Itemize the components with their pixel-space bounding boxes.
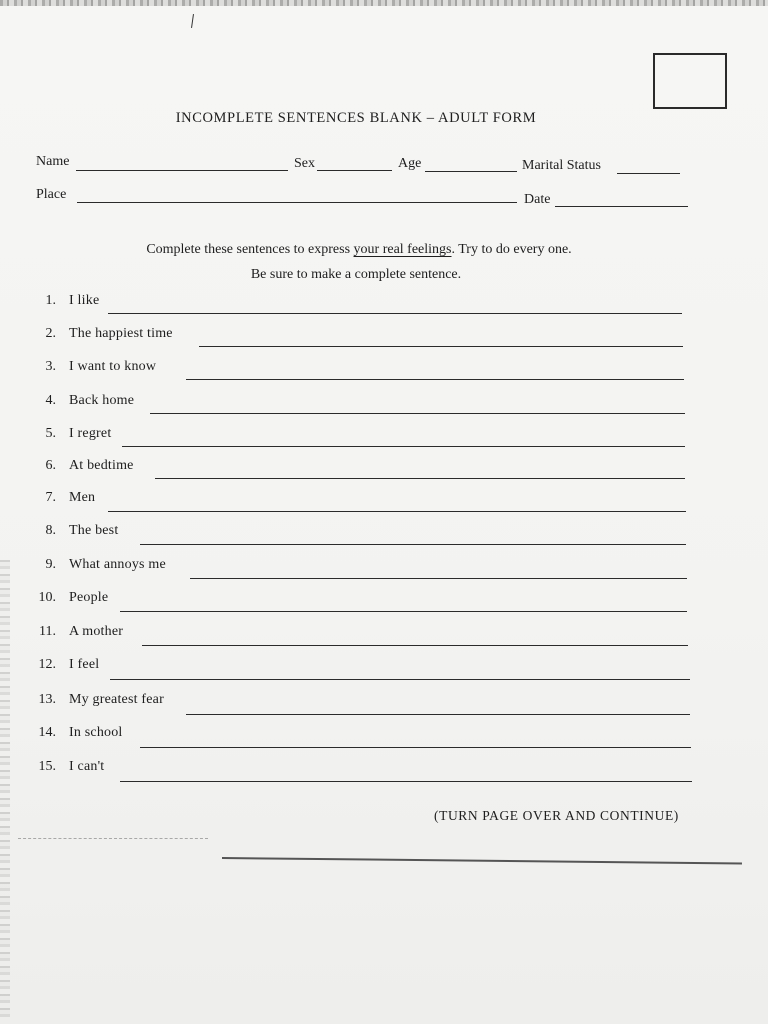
item-stem: I feel xyxy=(69,657,100,672)
instructions-text-a: Complete these sentences to express xyxy=(146,242,354,257)
answer-line[interactable] xyxy=(120,611,687,612)
form-title: INCOMPLETE SENTENCES BLANK – ADULT FORM xyxy=(175,110,537,126)
item-number: 13. xyxy=(38,692,56,707)
sentence-item xyxy=(0,759,768,785)
item-number: 3. xyxy=(45,359,56,374)
sentence-item xyxy=(0,523,768,549)
item-stem: The happiest time xyxy=(69,326,173,341)
item-number: 2. xyxy=(45,326,56,341)
item-number: 14. xyxy=(38,725,56,740)
item-number: 12. xyxy=(38,657,56,672)
item-number: 5. xyxy=(45,426,56,441)
date-field[interactable] xyxy=(555,206,688,207)
item-number: 11. xyxy=(39,624,56,639)
sentence-item xyxy=(0,624,768,650)
sentence-item xyxy=(0,393,768,419)
sentence-item xyxy=(0,326,768,352)
answer-line[interactable] xyxy=(186,379,684,380)
answer-line[interactable] xyxy=(140,747,691,748)
sentence-item xyxy=(0,590,768,616)
sentence-item xyxy=(0,490,768,516)
marital-status-field[interactable] xyxy=(617,173,680,174)
score-box[interactable] xyxy=(653,53,727,109)
item-stem: I regret xyxy=(69,426,112,441)
sentence-item xyxy=(0,458,768,484)
sentence-item xyxy=(0,293,768,319)
answer-line[interactable] xyxy=(199,346,683,347)
item-number: 4. xyxy=(45,393,56,408)
answer-line[interactable] xyxy=(150,413,685,414)
sex-label: Sex xyxy=(294,156,315,171)
item-number: 7. xyxy=(45,490,56,505)
answer-line[interactable] xyxy=(142,645,688,646)
instructions-emphasis: your real feelings xyxy=(353,242,452,257)
marital-status-label: Marital Status xyxy=(522,158,601,173)
answer-line[interactable] xyxy=(110,679,690,680)
sentence-item xyxy=(0,426,768,452)
item-stem: The best xyxy=(69,523,119,538)
instructions-line-1 xyxy=(0,242,718,258)
sentence-item xyxy=(0,359,768,385)
item-stem: At bedtime xyxy=(69,458,134,473)
answer-line[interactable] xyxy=(190,578,687,579)
sex-field[interactable] xyxy=(317,170,392,171)
sentence-item xyxy=(0,657,768,683)
item-number: 8. xyxy=(45,523,56,538)
item-number: 6. xyxy=(45,458,56,473)
item-stem: I want to know xyxy=(69,359,157,374)
item-stem: A mother xyxy=(69,624,124,639)
answer-line[interactable] xyxy=(108,313,682,314)
turn-page-note: (TURN PAGE OVER AND CONTINUE) xyxy=(434,808,679,823)
answer-line[interactable] xyxy=(186,714,690,715)
pencil-mark xyxy=(191,14,194,28)
item-stem: Back home xyxy=(69,393,135,408)
item-number: 1. xyxy=(45,293,56,308)
item-stem: Men xyxy=(69,490,96,505)
age-label: Age xyxy=(398,156,422,171)
item-number: 10. xyxy=(38,590,56,605)
faint-divider xyxy=(18,838,208,839)
sentence-item xyxy=(0,692,768,718)
scan-top-edge xyxy=(0,0,768,6)
answer-line[interactable] xyxy=(122,446,685,447)
name-field[interactable] xyxy=(76,170,288,171)
item-number: 15. xyxy=(38,759,56,774)
answer-line[interactable] xyxy=(140,544,686,545)
instructions-line-2: Be sure to make a complete sentence. xyxy=(250,267,462,282)
item-stem: What annoys me xyxy=(69,557,166,572)
sentence-item xyxy=(0,725,768,751)
answer-line[interactable] xyxy=(155,478,685,479)
answer-line[interactable] xyxy=(108,511,686,512)
name-label: Name xyxy=(36,154,70,169)
item-stem: My greatest fear xyxy=(69,692,164,707)
item-stem: In school xyxy=(69,725,123,740)
item-stem: I like xyxy=(69,293,100,308)
age-field[interactable] xyxy=(425,171,517,172)
place-label: Place xyxy=(36,187,67,202)
item-stem: I can't xyxy=(69,759,105,774)
sentence-item xyxy=(0,557,768,583)
date-label: Date xyxy=(524,192,551,207)
item-number: 9. xyxy=(45,557,56,572)
answer-line[interactable] xyxy=(120,781,692,782)
item-stem: People xyxy=(69,590,109,605)
place-field[interactable] xyxy=(77,202,517,203)
bottom-divider xyxy=(222,857,742,864)
instructions-text-b: . Try to do every one. xyxy=(451,242,572,257)
